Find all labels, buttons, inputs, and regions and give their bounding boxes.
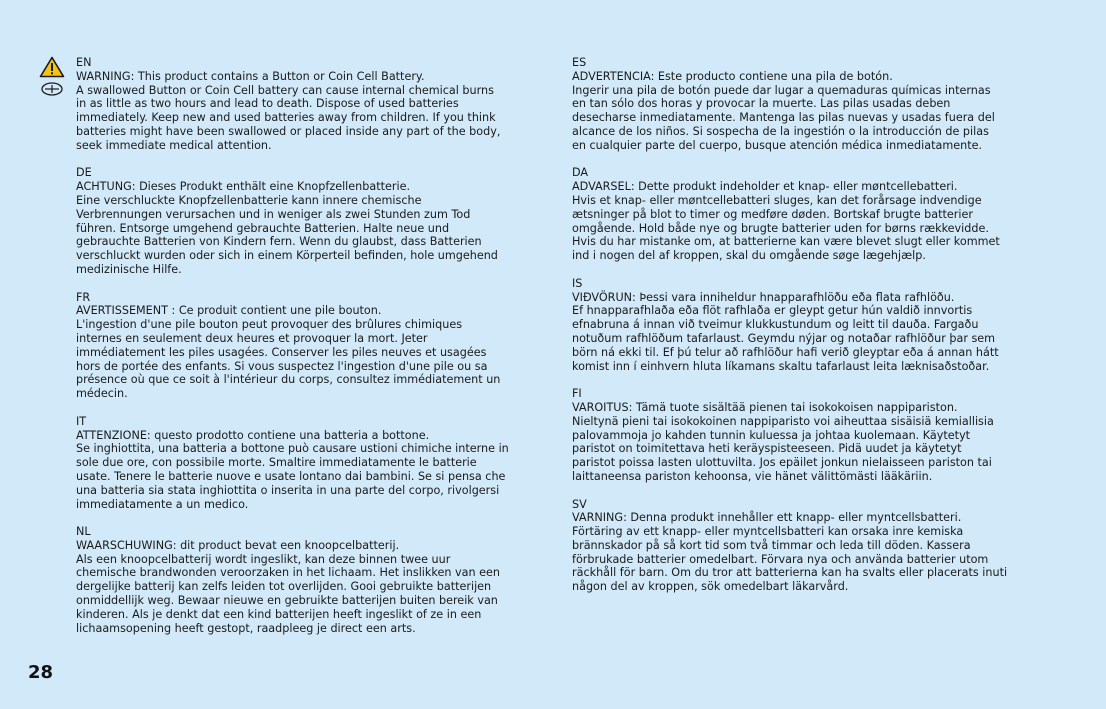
warning-heading: WAARSCHUWING: dit product bevat een knoopcelbatterij. [76,538,400,552]
warning-text-line: gebrauchte Batterien von Kindern fern. Wenn du glaubst, dass Batterien [76,235,482,249]
warning-heading: AVERTISSEMENT : Ce produit contient une pile bouton. [76,304,382,318]
warning-text-line: présence où que ce soit à l'intérieur du corps, consultez immédiatement un [76,373,501,387]
warning-text-line: räckhåll för barn. Om du tror att batterierna kan ha svalts eller placerats inuti [572,566,1008,580]
warning-text-line: A swallowed Button or Coin Cell battery can cause internal chemical burns [76,83,494,97]
warning-text-line: Ingerir una pila de botón puede dar lugar a quemaduras químicas internas [572,83,991,97]
language-code: FR [76,290,91,304]
warning-heading: ATTENZIONE: questo prodotto contiene una batteria a bottone. [76,428,430,442]
coin-battery-icon [39,81,65,97]
warning-text-line: omgående. Hold både nye og brugte batterier uden for børns rækkevidde. [572,221,989,235]
warning-heading: VAROITUS: Tämä tuote sisältää pienen tai isokokoisen nappipariston. [572,400,958,414]
warning-text-line: L'ingestion d'une pile bouton peut provoquer des brûlures chimiques [76,318,463,332]
warning-text-line: usate. Tenere le batterie nuove e usate lontano dai bambini. Se si pensa che [76,469,506,483]
warning-text-line: una batteria sia stata inghiottita o inserita in una parte del corpo, rivolgersi [76,483,500,497]
language-code: IS [572,276,583,290]
warning-section-is [572,277,1072,374]
warning-text-line: sole due ore, con possibile morte. Smaltire immediatamente le batterie [76,456,477,470]
warning-text-line: Verbrennungen verursachen und in weniger als zwei Stunden zum Tod [76,207,471,221]
warning-text-line: Förtäring av ett knapp- eller myntcellsbatteri kan orsaka inre kemiska [572,525,964,539]
language-code: NL [76,525,91,539]
warning-section-es [572,56,1072,153]
language-code: DE [76,166,92,180]
warning-text-line: Hvis et knap- eller møntcellebatteri sluges, kan det forårsage indvendige [572,193,982,207]
warning-text-line: förbrukade batterier omedelbart. Förvara nya och använda batterier utom [572,552,989,566]
warning-text-line: Se inghiottita, una batteria a bottone può causare ustioni chimiche interne in [76,442,509,456]
language-code: IT [76,414,87,428]
warning-text-line: immediately. Keep new and used batteries away from children. If you think [76,111,496,125]
language-code: SV [572,497,587,511]
warning-text-line: onmiddellijk weg. Bewaar nieuwe en gebruikte batterijen buiten bereik van [76,594,498,608]
warning-text-line: ind i nogen del af kroppen, skal du omgående søge lægehjælp. [572,249,926,263]
warning-text-line: in as little as two hours and lead to death. Dispose of used batteries [76,97,459,111]
warning-text-line: Eine verschluckte Knopfzellenbatterie kann innere chemische [76,193,422,207]
warning-text-line: chemische brandwonden veroorzaken in het lichaam. Het inslikken van een [76,566,500,580]
right-column [572,56,1072,608]
warning-text-line: laittaneensa pariston kehoonsa, vie hänet välittömästi lääkäriin. [572,469,933,483]
warning-heading: ACHTUNG: Dieses Produkt enthält eine Knopfzellenbatterie. [76,180,411,194]
warning-text-line: internes en seulement deux heures et provoquer la mort. Jeter [76,331,428,345]
warning-heading: VIÐVÖRUN: Þessi vara inniheldur hnapparafhlöðu eða flata rafhlöðu. [572,290,955,304]
warning-text-line: notuðum rafhlöðum tafarlaust. Geymdu nýjar og notaðar rafhlöður þar sem [572,331,996,345]
warning-text-line: Nieltynä pieni tai isokokoinen nappiparisto voi aiheuttaa sisäisiä kemiallisia [572,414,994,428]
warning-text-line: en tan sólo dos horas y provocar la muerte. Las pilas usadas deben [572,97,951,111]
warning-text-line: ætsninger på blot to timer og medføre døden. Bortskaf brugte batterier [572,207,973,221]
warning-text-line: paristot on toimitettava heti keräyspisteeseen. Pidä uudet ja käytetyt [572,442,962,456]
warning-section-fi [572,387,1072,484]
warning-heading: VARNING: Denna produkt innehåller ett knapp- eller myntcellsbatteri. [572,511,962,525]
language-code: DA [572,166,589,180]
warning-text-line: brännskador på så kort tid som två timmar och leda till döden. Kassera [572,538,971,552]
warning-section-it [76,415,562,512]
warning-text-line: batteries might have been swallowed or placed inside any part of the body, [76,124,501,138]
warning-text-line: médecin. [76,387,128,401]
warning-text-line: lichaamsopening heeft gestopt, raadpleeg je direct een arts. [76,621,416,635]
warning-text-line: hors de portée des enfants. Si vous suspectez l'ingestion d'une pile ou sa [76,359,488,373]
warning-text-line: immediatamente a un medico. [76,497,249,511]
warning-text-line: immédiatement les piles usagées. Conserver les piles neuves et usagées [76,345,487,359]
warning-section-da [572,166,1072,263]
language-code: FI [572,387,582,401]
warning-heading: ADVARSEL: Dette produkt indeholder et knap- eller møntcellebatteri. [572,180,958,194]
language-code: ES [572,56,587,69]
warning-text-line: paristot poissa lasten ulottuvilta. Jos epäilet jonkun nielaisseen pariston tai [572,456,992,470]
warning-text-line: Ef hnapparafhlaða eða flöt rafhlaða er gleypt getur hún valdið innvortis [572,304,973,318]
warning-text-line: dergelijke batterij kan zelfs leiden tot overlijden. Gooi gebruikte batterijen [76,580,492,594]
warning-text-line: börn ná ekki til. Ef þú telur að rafhlöður hafi verið gleyptar eða á annan hátt [572,345,999,359]
warning-heading: WARNING: This product contains a Button or Coin Cell Battery. [76,69,425,83]
language-code: EN [76,56,92,69]
page-number: 28 [28,662,54,683]
warning-text-line: en cualquier parte del cuerpo, busque atención médica inmediatamente. [572,138,983,152]
warning-icons [39,56,65,97]
warning-triangle-icon [39,56,65,78]
warning-text-line: kinderen. Als je denkt dat een kind batterijen heeft ingeslikt of ze in een [76,607,482,621]
warning-text-line: alcance de los niños. Si sospecha de la ingestión o la introducción de pilas [572,124,989,138]
warning-text-line: seek immediate medical attention. [76,138,272,152]
warning-section-sv [572,498,1072,595]
warning-section-fr [76,291,562,401]
warning-text-line: führen. Entsorge umgehend gebrauchte Batterien. Halte neue und [76,221,450,235]
warning-text-line: desecharse inmediatamente. Mantenga las pilas nuevas y usadas fuera del [572,111,995,125]
warning-section-de [76,166,562,276]
warning-section-en [76,56,562,153]
warning-text-line: Als een knoopcelbatterij wordt ingeslikt, kan deze binnen twee uur [76,552,451,566]
warning-text-line: komist inn í einhvern hluta líkamans skaltu tafarlaust leita læknisaðstoðar. [572,359,990,373]
warning-text-line: Hvis du har mistanke om, at batterierne kan være blevet slugt eller kommet [572,235,1000,249]
warning-text-line: efnabruna á innan við tveimur klukkustundum og leitt til dauða. Fargaðu [572,318,979,332]
warning-text-line: palovammoja jo kahden tunnin kuluessa ja johtaa kuolemaan. Käytetyt [572,428,971,442]
warning-text-line: någon del av kroppen, sök omedelbart läkarvård. [572,580,849,594]
warning-text-line: verschluckt wurden oder sich in einem Körperteil befinden, hole umgehend [76,249,498,263]
left-column [76,56,562,649]
warning-section-nl [76,525,562,635]
warning-heading: ADVERTENCIA: Este producto contiene una pila de botón. [572,69,893,83]
warning-text-line: medizinische Hilfe. [76,262,182,276]
